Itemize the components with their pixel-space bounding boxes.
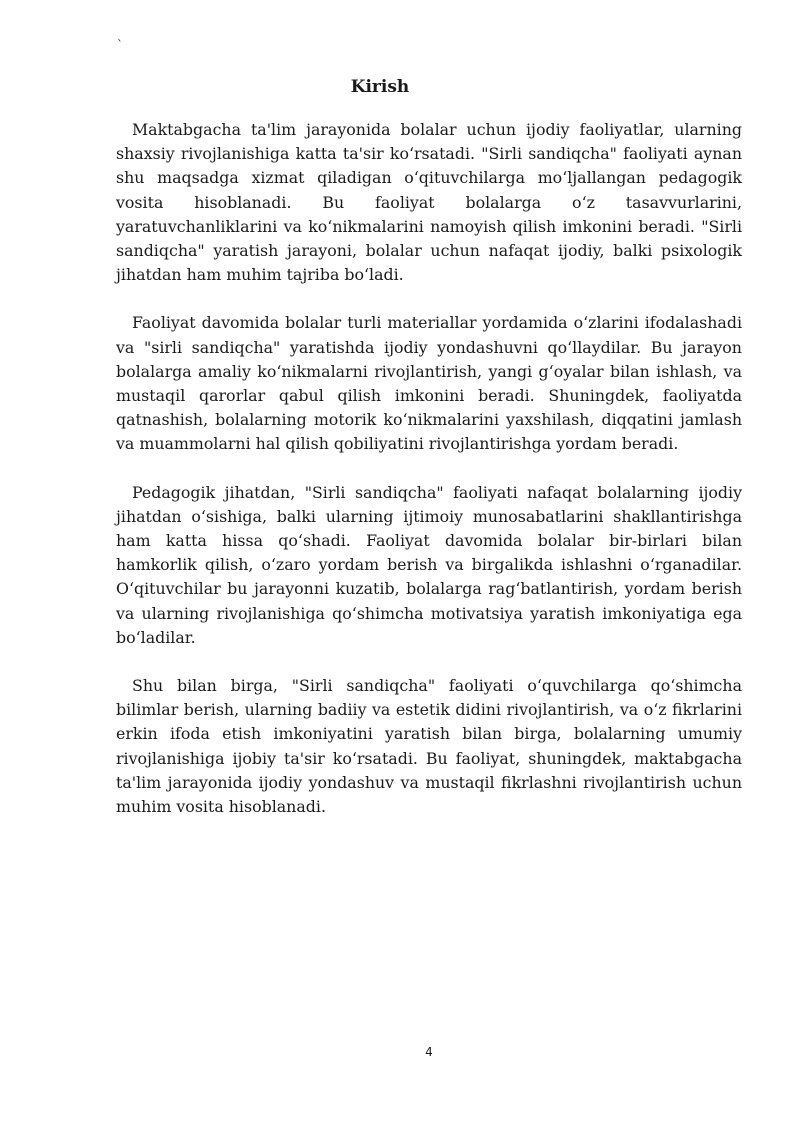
page-title: Kirish: [350, 77, 410, 97]
page-number: 4: [425, 1045, 433, 1059]
corner-mark: `: [117, 38, 123, 52]
paragraph: Shu bilan birga, "Sirli sandiqcha" faoliyati o‘quvchilarga qo‘shimcha bilimlar berish, ularning badiiy va estetik didini rivojlantirish, va o‘z fikrlarini erkin ifoda etish imkoniyatini yaratish bilan birga, bolalarning umumiy rivojlanishiga ijobiy ta'sir ko‘rsatadi. Bu faoliyat, shuningdek, maktabgacha ta'lim jarayonida ijodiy yondashuv va mustaqil fikrlashni rivojlantirish uchun muhim vosita hisoblanadi.: [116, 676, 742, 817]
paragraph: Faoliyat davomida bolalar turli materiallar yordamida o‘zlarini ifodalashadi va "sirli sandiqcha" yaratishda ijodiy yondashuvni qo‘llaydilar. Bu jarayon bolalarga amaliy ko‘nikmalarni rivojlantirish, yangi g‘oyalar bilan ishlash, va mustaqil qarorlar qabul qilish imkonini beradi. Shuningdek, faoliyatda qatnashish, bolalarning motorik ko‘nikmalarini yaxshilash, diqqatini jamlash va muammolarni hal qilish qobiliyatini rivojlantirishga yordam beradi.: [116, 313, 742, 454]
body-text: [116, 118, 742, 819]
paragraph: Maktabgacha ta'lim jarayonida bolalar uchun ijodiy faoliyatlar, ularning shaxsiy rivojlanishiga katta ta'sir ko‘rsatadi. "Sirli sandiqcha" faoliyati aynan shu maqsadga xizmat qiladigan o‘qituvchilarga mo‘ljallangan pedagogik vosita hisoblanadi. Bu faoliyat bolalarga o‘z tasavvurlarini, yaratuvchanliklarini va ko‘nikmalarini namoyish qilish imkonini beradi. "Sirli sandiqcha" yaratish jarayoni, bolalar uchun nafaqat ijodiy, balki psixologik jihatdan ham muhim tajriba bo‘ladi.: [116, 120, 742, 285]
paragraph: Pedagogik jihatdan, "Sirli sandiqcha" faoliyati nafaqat bolalarning ijodiy jihatdan o‘sishiga, balki ularning ijtimoiy munosabatlarini shakllantirishga ham katta hissa qo‘shadi. Faoliyat davomida bolalar bir-birlari bilan hamkorlik qilish, o‘zaro yordam berish va birgalikda ishlashni o‘rganadilar. O‘qituvchilar bu jarayonni kuzatib, bolalarga rag‘batlantirish, yordam berish va ularning rivojlanishiga qo‘shimcha motivatsiya yaratish imkoniyatiga ega bo‘ladilar.: [116, 482, 742, 647]
